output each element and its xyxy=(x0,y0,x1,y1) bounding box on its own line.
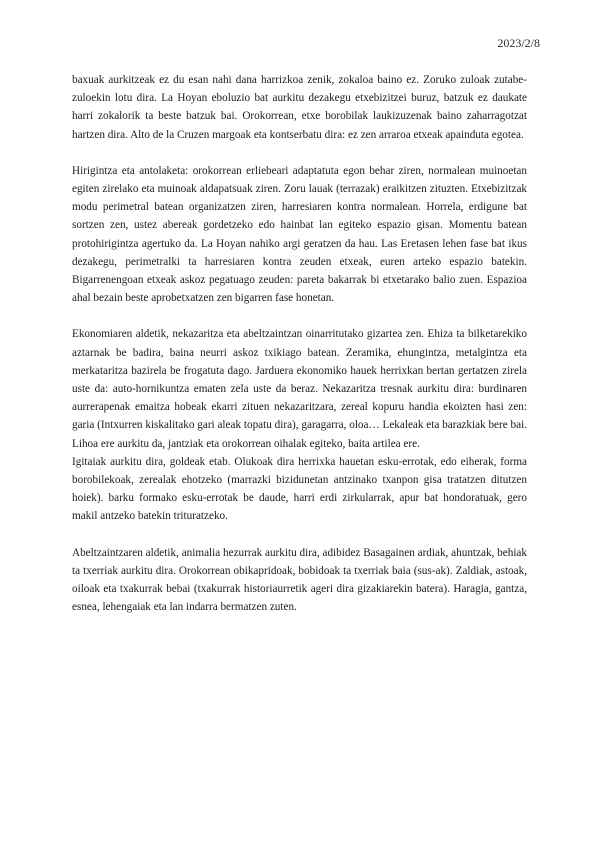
page-date: 2023/2/8 xyxy=(497,36,540,50)
paragraph-tools: Igitaiak aurkitu dira, goldeak etab. Olukoak dira herrixka hauetan esku-errotak, edo eiherak, forma borobilekoak, zerealak ehotzeko (marrazki bizidunetan antzinako txanpon gisa tratatzen ditutzen hoiek). barku formako esku-errotak be daude, harri erdi zirkularrak, apur bat hondoratuak, gero makil antzeko batekin trituratzeko. xyxy=(72,455,527,523)
document-body xyxy=(72,71,527,616)
paragraph-dwellings: baxuak aurkitzeak ez du esan nahi dana harrizkoa zenik, zokaloa baino ez. Zoruko zuloak zutabe-zuloekin lotu dira. La Hoyan eboluzio bat aurkitu dezakegu etxebizitzei buruz, batzuk ez daukate harri zokalorik ta beste batzuk bai. Orokorrean, etxe borobilak laukizuzenak baino zaharragotzat hartzen dira. Alto de la Cruzen margoak eta kontserbatu dira: ez zen arraroa etxeak apainduta egotea. xyxy=(72,74,527,141)
paragraph-economy: Ekonomiaren aldetik, nekazaritza eta abeltzaintzan oinarritutako gizartea zen. Ehiza ta bilketarekiko aztarnak be badira, baina neurri askoz txikiago batean. Zeramika, ehungintza, metalgintza eta merkataritza bazirela be frogatuta dago. Jarduera ekonomiko hauek herrixkan bertan gertatzen zirela uste da: auto-hornikuntza ematen zela uste da beraz. Nekazaritza tresnak aurkitu dira: burdinaren aurrerapenak emaitza hobeak ekarri zituen nekazaritzara, zereal kopuru handia ekoizten hasi zen: garia (Intxurren kiskalitako gari aleak topatu dira), garagarra, oloa… Lekaleak eta barazkiak bere bai. Lihoa ere aurkitu da, jantziak eta orokorrean oihalak egiteko, baita artilea ere. xyxy=(72,328,527,450)
paragraph-urbanism: Hirigintza eta antolaketa: orokorrean erliebeari adaptatuta egon behar ziren, normalean muinoetan egiten zirelako eta muinoak aldapatsuak ziren. Zoru lauak (terrazak) eraikitzen zituzten. Etxebizitzak modu perimetral batean organizatzen ziren, harresiaren kontra normalean. Horrela, erdigune bat sortzen zen, ustez abereak gordetzeko edo hainbat lan egiteko espazio gisan. Momentu batean protohirigintza agertuko da. La Hoyan nahiko argi geratzen da hau. Las Eretasen lehen fase bat ikus dezakegu, perimetralki ta harresiaren kontra zeuden etxeak, euren arteko espazio batekin. Bigarrenengoan etxeak askoz pegatuago zeuden: pareta bakarrak bi etxetarako balio zuen. Espazioa ahal bezain beste aprobetxatzen zen bigarren fase honetan. xyxy=(72,164,527,305)
paragraph-livestock: Abeltzaintzaren aldetik, animalia hezurrak aurkitu dira, adibidez Basagainen ardiak, ahuntzak, behiak ta txerriak aurkitu dira. Orokorrean obikapridoak, bobidoak ta txerriak baia (sus-ak). Zaldiak, astoak, oiloak eta txakurrak bebai (txakurrak historiaurretik ageri dira gizakiarekin batera). Haragia, gantza, esnea, lehengaiak eta lan indarra bermatzen zuten. xyxy=(72,546,527,614)
